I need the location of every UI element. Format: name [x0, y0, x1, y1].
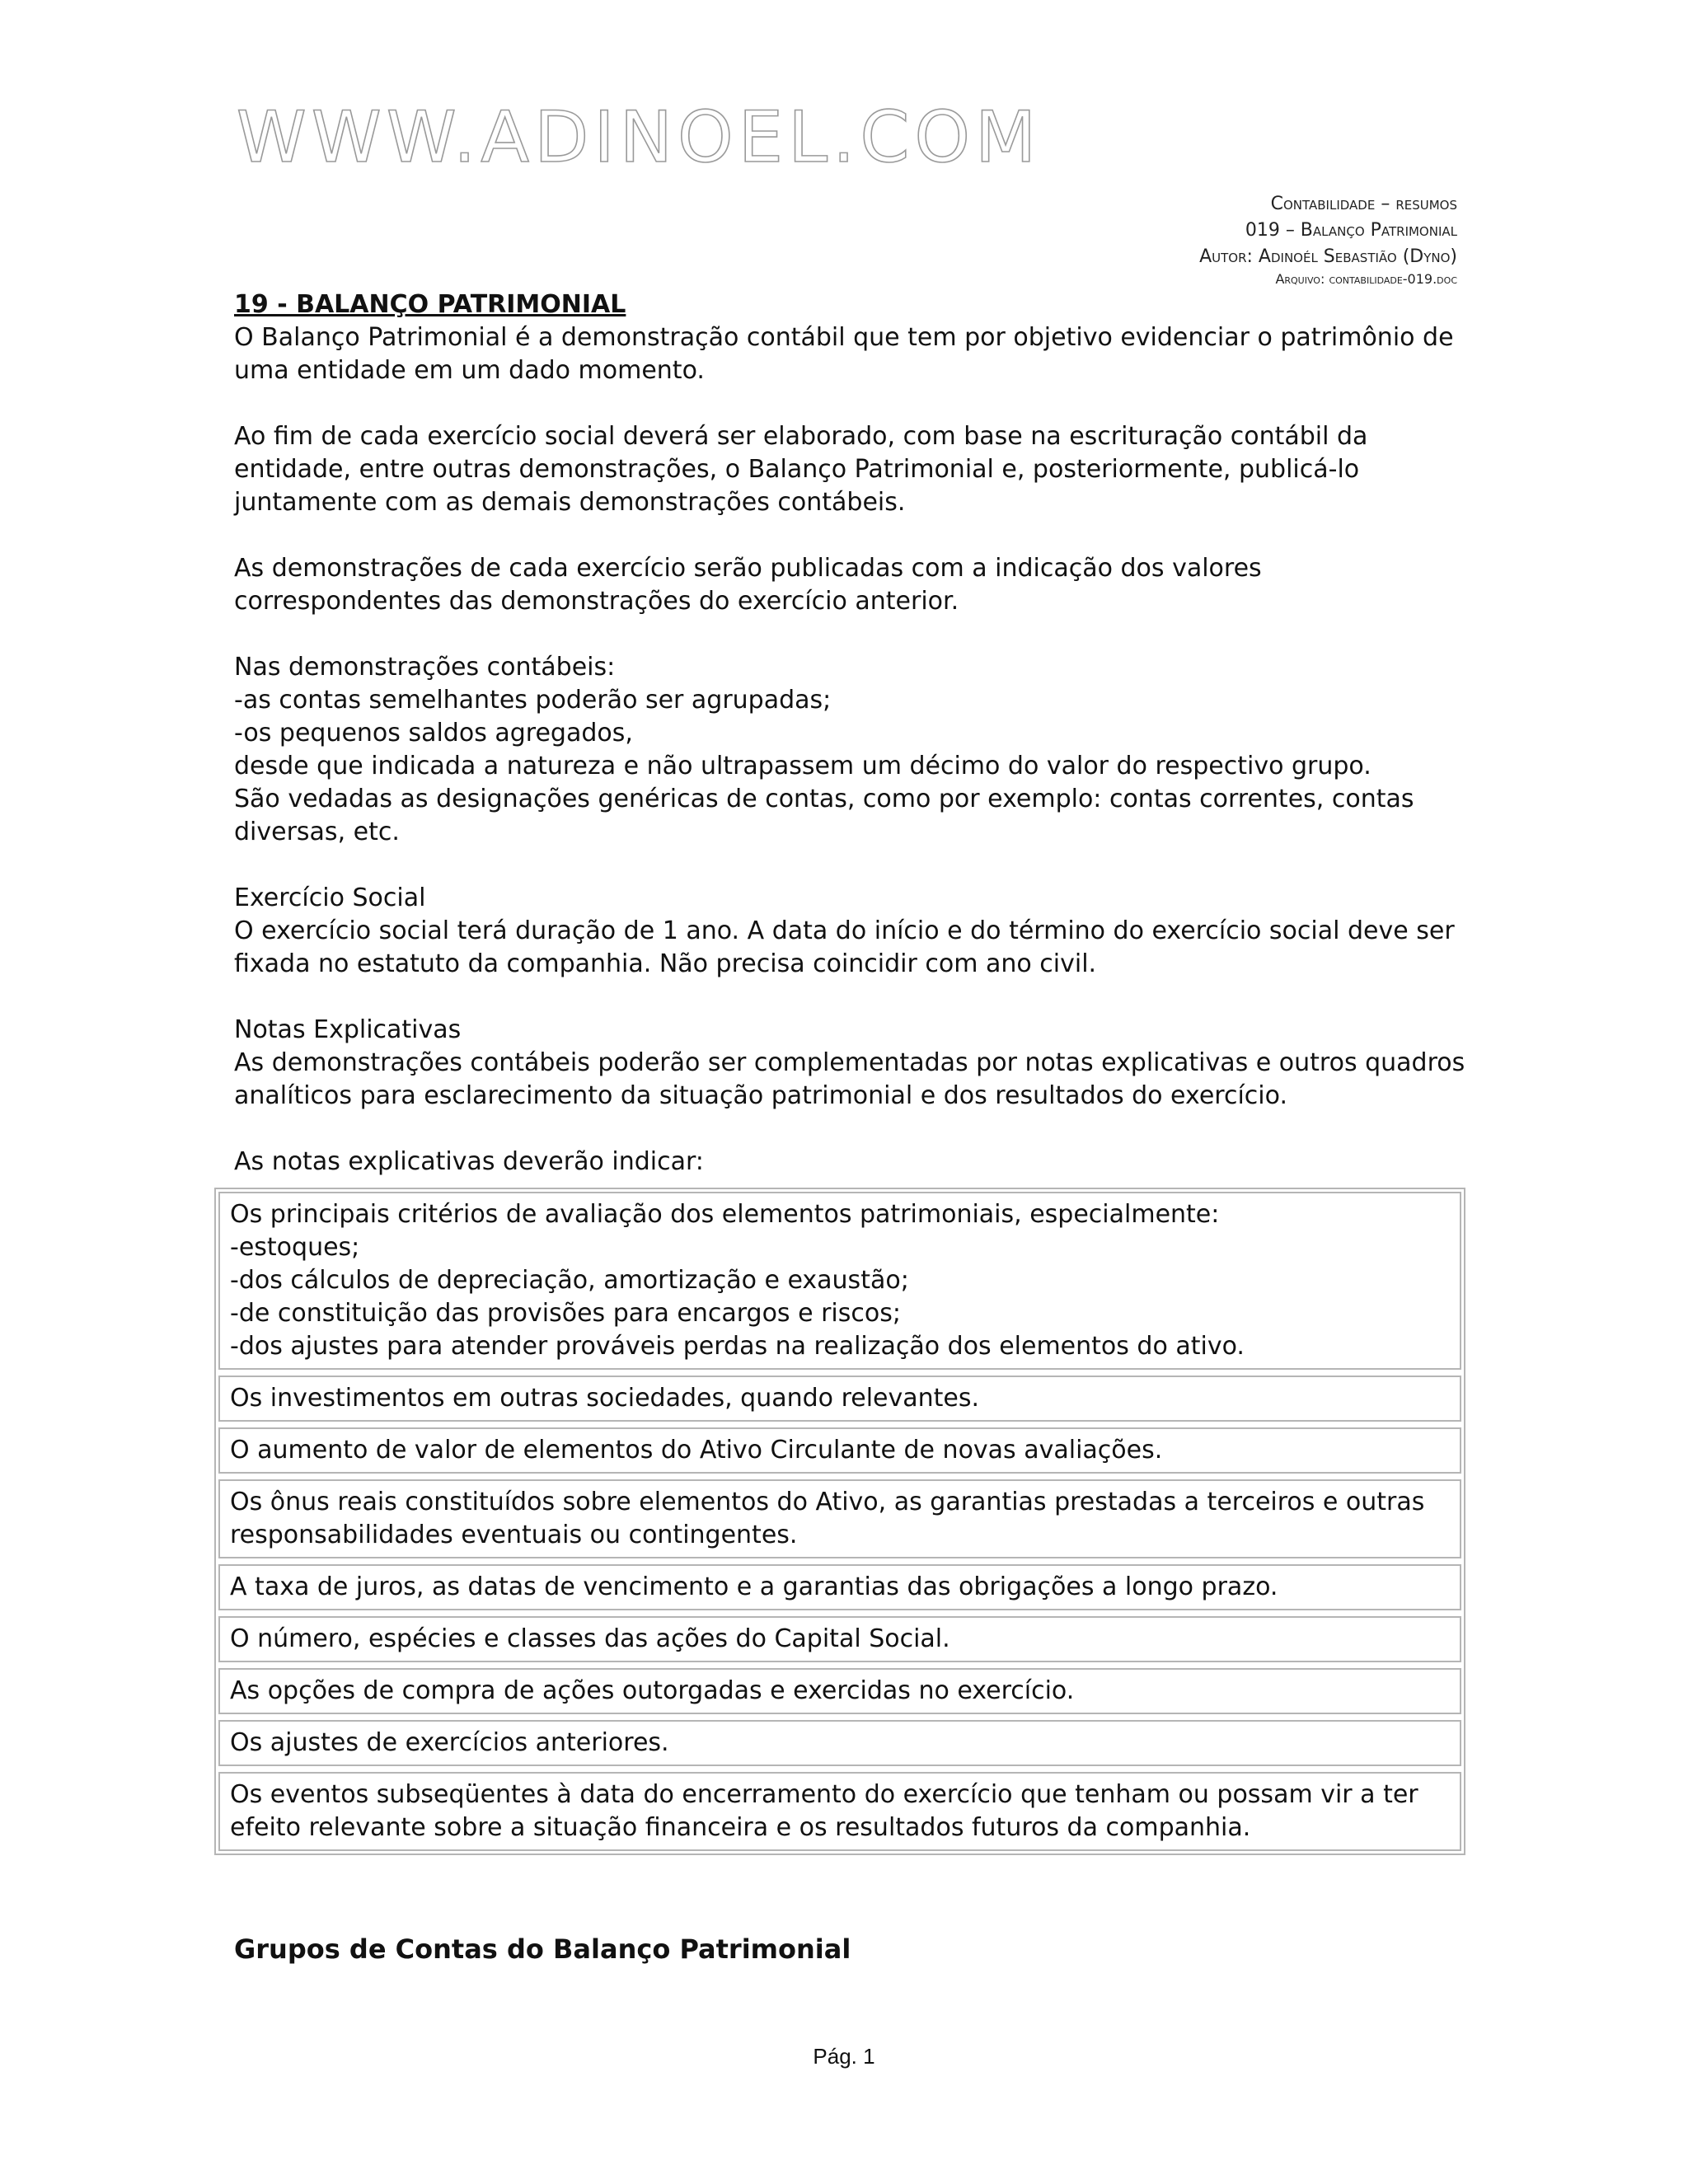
header-subject: Contabilidade – resumos [1270, 194, 1457, 214]
notes-table [214, 1188, 1465, 1855]
watermark-logo [0, 101, 1278, 178]
paragraph-definition: O Balanço Patrimonial é a demonstração contábil que tem por objetivo evidenciar o patrimônio de uma entidade em um dado momento. [234, 323, 1454, 385]
header-chapter: 019 – Balanço Patrimonial [1245, 220, 1457, 241]
table-row: O número, espécies e classes das ações do Capital Social. [218, 1616, 1461, 1662]
line: São vedadas as designações genéricas de contas, como por exemplo: contas correntes, contas diversas, etc. [234, 785, 1414, 846]
table-row: Os eventos subseqüentes à data do encerramento do exercício que tenham ou possam vir a ter efeito relevante sobre a situação financeira e os resultados futuros da companhia. [218, 1772, 1461, 1851]
section-heading-notas: Notas Explicativas [234, 1015, 462, 1044]
line: Nas demonstrações contábeis: [234, 653, 616, 682]
table-row: O aumento de valor de elementos do Ativo Circulante de novas avaliações. [218, 1427, 1461, 1474]
table-row: Os ajustes de exercícios anteriores. [218, 1720, 1461, 1766]
cell-line: -de constituição das provisões para encargos e riscos; [230, 1299, 901, 1328]
watermark-svg [227, 101, 1051, 175]
header-file: Arquivo: contabilidade-019.doc [1275, 271, 1457, 287]
section-title-grupos: Grupos de Contas do Balanço Patrimonial [234, 1933, 851, 1965]
table-row: A taxa de juros, as datas de vencimento e a garantias das obrigações a longo prazo. [218, 1564, 1461, 1610]
line: -os pequenos saldos agregados, [234, 719, 633, 748]
table-row: Os ônus reais constituídos sobre elementos do Ativo, as garantias prestadas a terceiros e outras responsabilidades eventuais ou contingentes. [218, 1479, 1461, 1558]
section-heading-exercicio: Exercício Social [234, 883, 426, 912]
document-body [234, 288, 1470, 1179]
paragraph-exercicio: O exercício social terá duração de 1 ano. A data do início e do término do exercício social deve ser fixada no estatuto da companhia. Não precisa coincidir com ano civil. [234, 916, 1455, 978]
table-row [218, 1192, 1461, 1370]
header-author: Autor: Adinoél Sebastião (Dyno) [1199, 246, 1457, 267]
table-row: As opções de compra de ações outorgadas e exercidas no exercício. [218, 1668, 1461, 1714]
line: -as contas semelhantes poderão ser agrupadas; [234, 686, 832, 715]
paragraph-demonstracoes [234, 651, 1470, 849]
table-row: Os investimentos em outras sociedades, quando relevantes. [218, 1376, 1461, 1422]
line: desde que indicada a natureza e não ultrapassem um décimo do valor do respectivo grupo. [234, 752, 1372, 780]
watermark-text: WWW.ADINOEL.COM [236, 101, 1042, 175]
page-number: Pág. 1 [813, 2044, 875, 2069]
cell-line: -estoques; [230, 1233, 360, 1262]
paragraph-publication: As demonstrações de cada exercício serão publicadas com a indicação dos valores correspondentes das demonstrações do exercício anterior. [234, 554, 1262, 616]
paragraph-notas: As demonstrações contábeis poderão ser complementadas por notas explicativas e outros quadros analíticos para esclarecimento da situação patrimonial e dos resultados do exercício. [234, 1048, 1465, 1110]
cell-line: Os principais critérios de avaliação dos elementos patrimoniais, especialmente: [230, 1200, 1220, 1229]
notas-intro: As notas explicativas deverão indicar: [234, 1147, 704, 1176]
document-header [1199, 191, 1457, 288]
cell-line: -dos ajustes para atender prováveis perdas na realização dos elementos do ativo. [230, 1332, 1245, 1361]
paragraph-elaboration: Ao fim de cada exercício social deverá ser elaborado, com base na escrituração contábil da entidade, entre outras demonstrações, o Balanço Patrimonial e, posteriormente, publicá-lo juntamente com as demais demonstrações contábeis. [234, 422, 1368, 517]
document-title: 19 - BALANÇO PATRIMONIAL [234, 290, 626, 319]
cell-line: -dos cálculos de depreciação, amortização e exaustão; [230, 1266, 909, 1295]
